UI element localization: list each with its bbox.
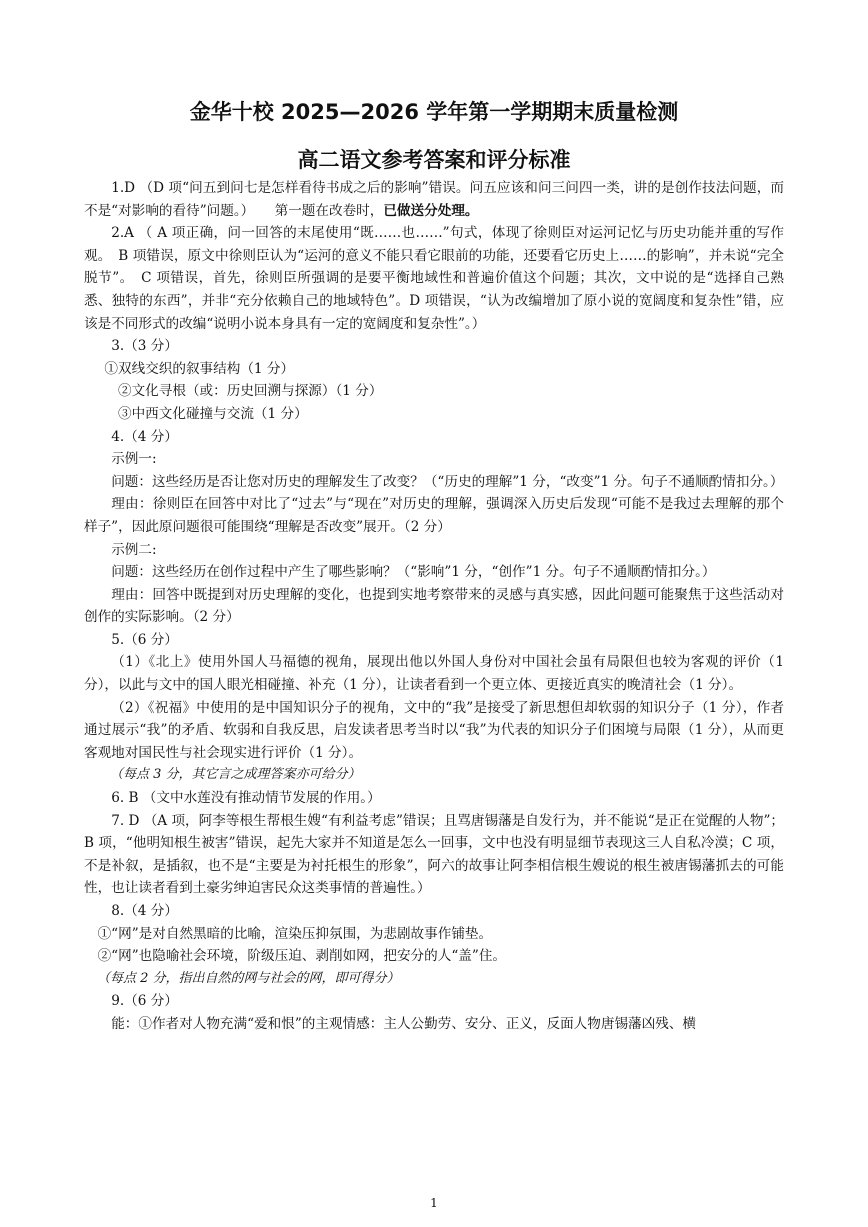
answer-3-point-3: ③中西文化碰撞与交流（1 分） [118,405,308,422]
answer-8-point-1: ①“网”是对自然黑暗的比喻，渲染压抑氛围，为悲剧故事作铺垫。 [97,925,493,942]
answer-4-heading: 4.（4 分） [111,428,178,445]
answer-body [84,177,784,1036]
answer-8-scoring-note: （每点 2 分，指出自然的网与社会的网，即可得分） [97,970,400,986]
answer-9-heading: 9.（6 分） [111,993,178,1010]
page-number: 1 [430,1196,438,1210]
answer-2: 2.A （ A 项正确，问一回答的末尾使用“既……也……”句式，体现了徐则臣对运河记忆与历史功能并重的写作观。 B 项错误，原文中徐则臣认为“运河的意义不能只看它眼前的功能，还要看它历史上……的影响”，并未说“完全脱节”。 C 项错误，首先，徐则臣所强调的是要平衡地域性和普遍价值这个问题；其次，文中说的是“选择自己熟悉、独特的东西”，并非“充分依赖自己的地域特色”。D 项错误，“认为改编增加了原小说的宽阔度和复杂性”错，应该是不同形式的改编“说明小说本身具有一定的宽阔度和复杂性”。） [84,225,784,332]
answer-4-example-2-label: 示例二: [111,541,157,558]
answer-3-point-2: ②文化寻根（或：历史回溯与探源）（1 分） [118,383,383,400]
answer-6: 6. B （文中水莲没有推动情节发展的作用。） [111,790,381,807]
answer-1-emphasis: 已做送分处理。 [383,202,479,219]
document-title: 金华十校 2025—2026 学年第一学期期末质量检测 [189,100,679,124]
answer-1 [84,177,784,222]
answer-4-example-1-reason: 理由：徐则臣在回答中对比了“过去”与“现在”对历史的理解，强调深入历史后发现“可能不是我过去理解的那个样子”，因此原问题很可能围绕“理解是否改变”展开。（2 分） [84,496,784,535]
answer-4-example-1-label: 示例一: [111,451,157,468]
answer-7: 7. D （A 项，阿李等根生帮根生嫂“有利益考虑”错误；且骂唐锡藩是自发行为，并不能说“是正在觉醒的人物”；B 项，“他明知根生被害”错误，起先大家并不知道是怎么一回事，文中也没有明显细节表现这三人自私冷漠；C 项，不是补叙，是插叙，也不是“主要是为衬托根生的形象”，阿六的故事让阿李相信根生嫂说的根生被唐锡藩抓去的可能性，也让读者看到土豪劣绅迫害民众这类事情的普遍性。） [84,812,784,897]
answer-5-scoring-note: （每点 3 分，其它言之成理答案亦可给分） [110,767,361,783]
answer-3-point-1: ①双线交织的叙事结构（1 分） [104,360,295,377]
answer-8-heading: 8.（4 分） [111,903,178,919]
answer-1-text: 1.D （D 项“问五到问七是怎样看待书成之后的影响”错误。问五应该和问三问四一类，讲的是创作技法问题，而不是“对影响的看待”问题。） 第一题在改卷时， [84,180,784,219]
answer-5-heading: 5.（6 分） [111,631,178,648]
answer-3-heading: 3.（3 分） [111,338,178,355]
document-subtitle: 高二语文参考答案和评分标准 [297,148,571,172]
answer-5-point-2: （2）《祝福》中使用的是中国知识分子的视角，文中的“我”是接受了新思想但却软弱的知识分子（1 分），作者通过展示“我”的矛盾、软弱和自我反思，启发读者思考当时以“我”为代表的知识分子们困境与局限（1 分），从而更客观地对国民性与社会现实进行评价（1 分）。 [84,699,784,761]
answer-9-point-1: 能：①作者对人物充满“爱和恨”的主观情感：主人公勤劳、安分、正义，反面人物唐锡藩凶残、横 [111,1015,697,1032]
answer-5-point-1: （1）《北上》使用外国人马福德的视角，展现出他以外国人身份对中国社会虽有局限但也较为客观的评价（1 分），以此与文中的国人眼光相碰撞、补充（1 分），让读者看到一个更立体、更接近真实的晚清社会（1 分）。 [84,654,784,694]
answer-4-example-2-question: 问题：这些经历在创作过程中产生了哪些影响？（“影响”1 分，“创作”1 分。句子不通顺酌情扣分。） [111,564,716,581]
answer-8-point-2: ②“网”也隐喻社会环境，阶级压迫、剥削如网，把安分的人“盖”住。 [97,948,507,965]
answer-4-example-1-question: 问题：这些经历是否让您对历史的理解发生了改变？（“历史的理解”1 分，“改变”1 分。句子不通顺酌情扣分。） [111,473,784,490]
answer-4-example-2-reason: 理由：回答中既提到对历史理解的变化，也提到实地考察带来的灵感与真实感，因此问题可能聚焦于这些活动对创作的实际影响。（2 分） [84,586,784,626]
